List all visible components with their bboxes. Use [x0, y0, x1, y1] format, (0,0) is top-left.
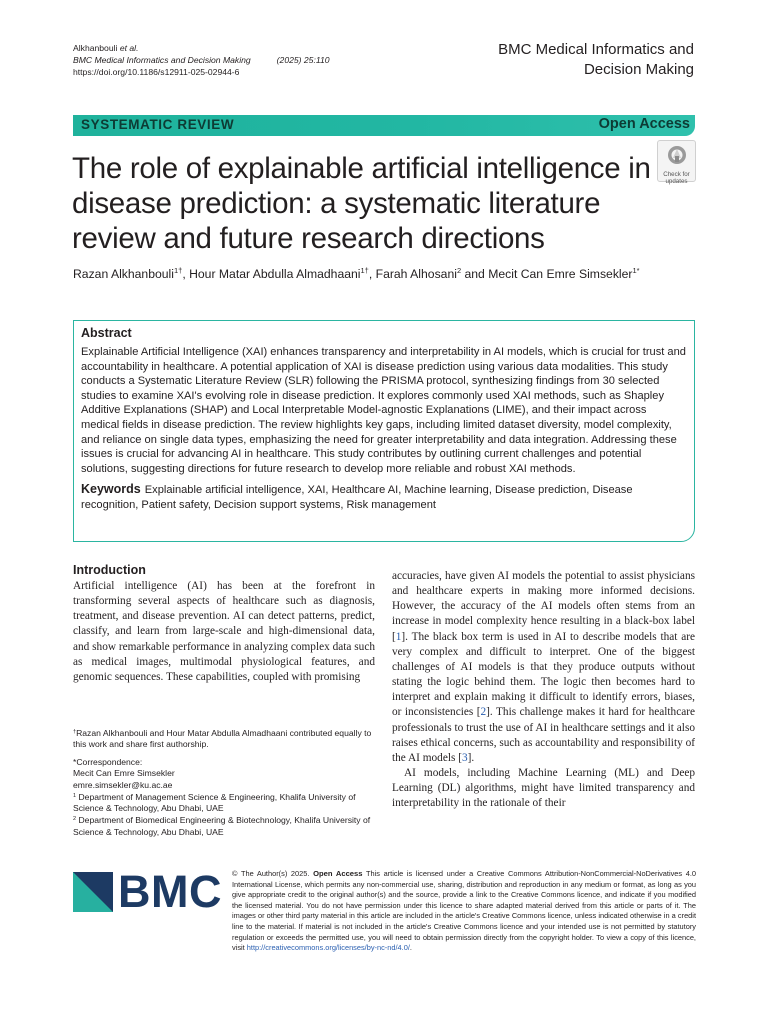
- citation-link[interactable]: 2: [480, 706, 487, 719]
- correspondent-email[interactable]: emre.simsekler@ku.ac.ae: [73, 779, 173, 790]
- affiliation-text: Department of Management Science & Engineering, Khalifa University of Science & Technology, Abu Dhabi, UAE: [73, 791, 356, 814]
- license-text: This article is licensed under a Creative Commons Attribution-NonCommercial-NoDerivatives 4.0 International License, which permits any non-commercial use, sharing, distribution and reproduction in any medium or format, as long as you give appropriate credit to the original author(s) and the source, provide a link to the Creative Commons licence, and indicate if you modified the licensed material. You do not have permission under this licence to share adapted material derived from this article or parts of it. The images or other third party material in this article are included in the article's Creative Commons licence, unless indicated otherwise in a credit line to the material. If material is not included in the article's Creative Commons licence and your intended use is not permitted by statutory regulation or exceeds the permitted use, you will need to obtain permission directly from the copyright holder. To view a copy of this licence, visit: [232, 869, 697, 953]
- author-name[interactable]: Hour Matar Abdulla Almadhaani: [189, 267, 361, 281]
- copyright: © The Author(s) 2025.: [232, 869, 310, 878]
- open-access-label: Open Access: [598, 116, 690, 132]
- doi-link[interactable]: https://doi.org/10.1186/s12911-025-02944-6: [73, 67, 240, 77]
- author-affil: 1†: [173, 266, 183, 275]
- bmc-logo: [73, 866, 222, 917]
- author-affil: 1†: [360, 266, 369, 275]
- footnote-shared-authorship: [73, 727, 375, 751]
- intro-paragraph-right-2: AI models, including Machine Learning (ML) and Deep Learning (DL) algorithms, might have limited transparency and interpretability in the rationale of their: [392, 767, 695, 810]
- affiliation-number: 1: [73, 792, 77, 799]
- affiliation-1: [73, 791, 375, 815]
- intro-paragraph-left: Artificial intelligence (AI) has been at the forefront in transforming several aspects of healthcare such as diagnosis, treatment, and disease prevention. AI can detect patterns, predict, classify, and learn from large-scale and high-dimensional data, and show remarkable performance in analyzing complex data such as medical images, multimodal physiological features, and genomic sequences. These capabilities, coupled with promising: [73, 580, 375, 683]
- running-authors: Alkhanbouli: [73, 43, 118, 53]
- volume-info: (2025) 25:110: [276, 55, 330, 65]
- article-title: The role of explainable artificial intelligence in disease prediction: a systematic literature review and future research directions: [72, 152, 651, 255]
- check-updates-line2: updates: [665, 178, 688, 185]
- check-for-updates-button[interactable]: [657, 140, 696, 185]
- check-updates-icon: [667, 145, 687, 165]
- affiliation-2: [73, 814, 375, 838]
- check-updates-line1: Check for: [663, 171, 690, 178]
- author-affil: 2: [456, 266, 462, 275]
- author-name[interactable]: Razan Alkhanbouli: [73, 267, 174, 281]
- affiliation-text: Department of Biomedical Engineering & Biotechnology, Khalifa University of Science & Technology, Abu Dhabi, UAE: [73, 815, 371, 837]
- keywords: [81, 482, 687, 513]
- author-name[interactable]: Farah Alhosani: [375, 267, 457, 281]
- author-affil: 1*: [632, 266, 640, 275]
- article-type-banner: [73, 115, 695, 136]
- abstract-box: [73, 320, 695, 542]
- intro-paragraph-right-1: [392, 569, 695, 766]
- affiliation-number: 2: [73, 816, 77, 823]
- text-run: accuracies, have given AI models the potential to assist physicians and healthcare experts in making more informed decisions. However, the accuracy of the AI models often stems from an increase in model complexity hence resulting in a black-box label [: [392, 570, 695, 643]
- journal-name-line1: BMC Medical Informatics and: [498, 41, 694, 58]
- citation-link[interactable]: 3: [461, 751, 468, 764]
- body-column-right: [392, 569, 695, 812]
- author-separator: ,: [368, 267, 376, 281]
- abstract-heading: Abstract: [81, 326, 132, 340]
- footnote-correspondence: [73, 757, 375, 838]
- article-type: SYSTEMATIC REVIEW: [81, 117, 235, 132]
- citation-meta: [73, 42, 330, 78]
- et-al: et al.: [119, 43, 139, 53]
- keywords-label: Keywords: [81, 482, 141, 497]
- text-run: ]. The black box term is used in AI to describe models that are very complex and difficult to interpret. One of the biggest challenges of AI models is that they produce outputs without stating the logic behind them. The logic then becomes hard to interpret and explain making it difficult to identify errors, biases, or inconsistencies [: [392, 630, 695, 719]
- text-run: ].: [467, 751, 475, 764]
- bmc-logo-mark-icon: [73, 872, 113, 912]
- license-open-access: Open Access: [313, 869, 363, 878]
- license-suffix: .: [409, 943, 412, 953]
- footnote-text: Razan Alkhanbouli and Hour Matar Abdulla Almadhaani contributed equally to this work and share first authorship.: [73, 728, 372, 750]
- citation-link[interactable]: 1: [395, 630, 402, 643]
- bmc-logo-text: BMC: [118, 866, 222, 917]
- correspondence-label: *Correspondence:: [73, 757, 143, 767]
- license-url-link[interactable]: http://creativecommons.org/licenses/by-nc-nd/4.0/: [246, 943, 410, 953]
- section-heading-introduction: Introduction: [73, 563, 146, 577]
- keywords-list: Explainable artificial intelligence, XAI, Healthcare AI, Machine learning, Disease prediction, Disease recognition, Patient safety, Decision support systems, Risk management: [81, 484, 633, 512]
- journal-name-line2: Decision Making: [583, 61, 694, 78]
- journal-name: [498, 40, 694, 80]
- footnote-mark: †: [73, 729, 77, 735]
- author-name[interactable]: Mecit Can Emre Simsekler: [488, 267, 633, 281]
- author-separator: ,: [182, 267, 190, 281]
- author-separator: and: [461, 267, 489, 281]
- body-column-left: [73, 563, 375, 685]
- text-run: ]. This challenge makes it hard for healthcare professionals to trust the use of AI in healthcare settings and it also raises ethical concerns, such as accountability and responsibility of the AI models [: [392, 706, 695, 764]
- abstract-text: Explainable Artificial Intelligence (XAI) enhances transparency and interpretability in AI models, which is crucial for trust and accountability in healthcare. A potential application of XAI is disease prediction using various data modalities. This study conducts a Systematic Literature Review (SLR) following the PRISMA protocol, synthesizing findings from 30 selected studies to examine XAI's evolving role in disease prediction. It explores commonly used XAI methods, such as Shapley Additive Explanations (SHAP) and Local Interpretable Model-agnostic Explanations (LIME), and their impact across medical fields in disease prediction. The review highlights key gaps, including limited dataset diversity, model complexity, and reliance on single data types, emphasizing the need for greater interpretability and data integration. Addressing these issues is crucial for advancing AI in healthcare. This study contributes by outlining current challenges and potential solutions, suggesting directions for future research to develop more reliable and robust XAI methods.: [81, 346, 686, 475]
- author-list: [73, 263, 640, 282]
- correspondent-name: Mecit Can Emre Simsekler: [73, 768, 175, 779]
- journal-citation: BMC Medical Informatics and Decision Making: [73, 55, 251, 65]
- license-statement: [232, 869, 696, 954]
